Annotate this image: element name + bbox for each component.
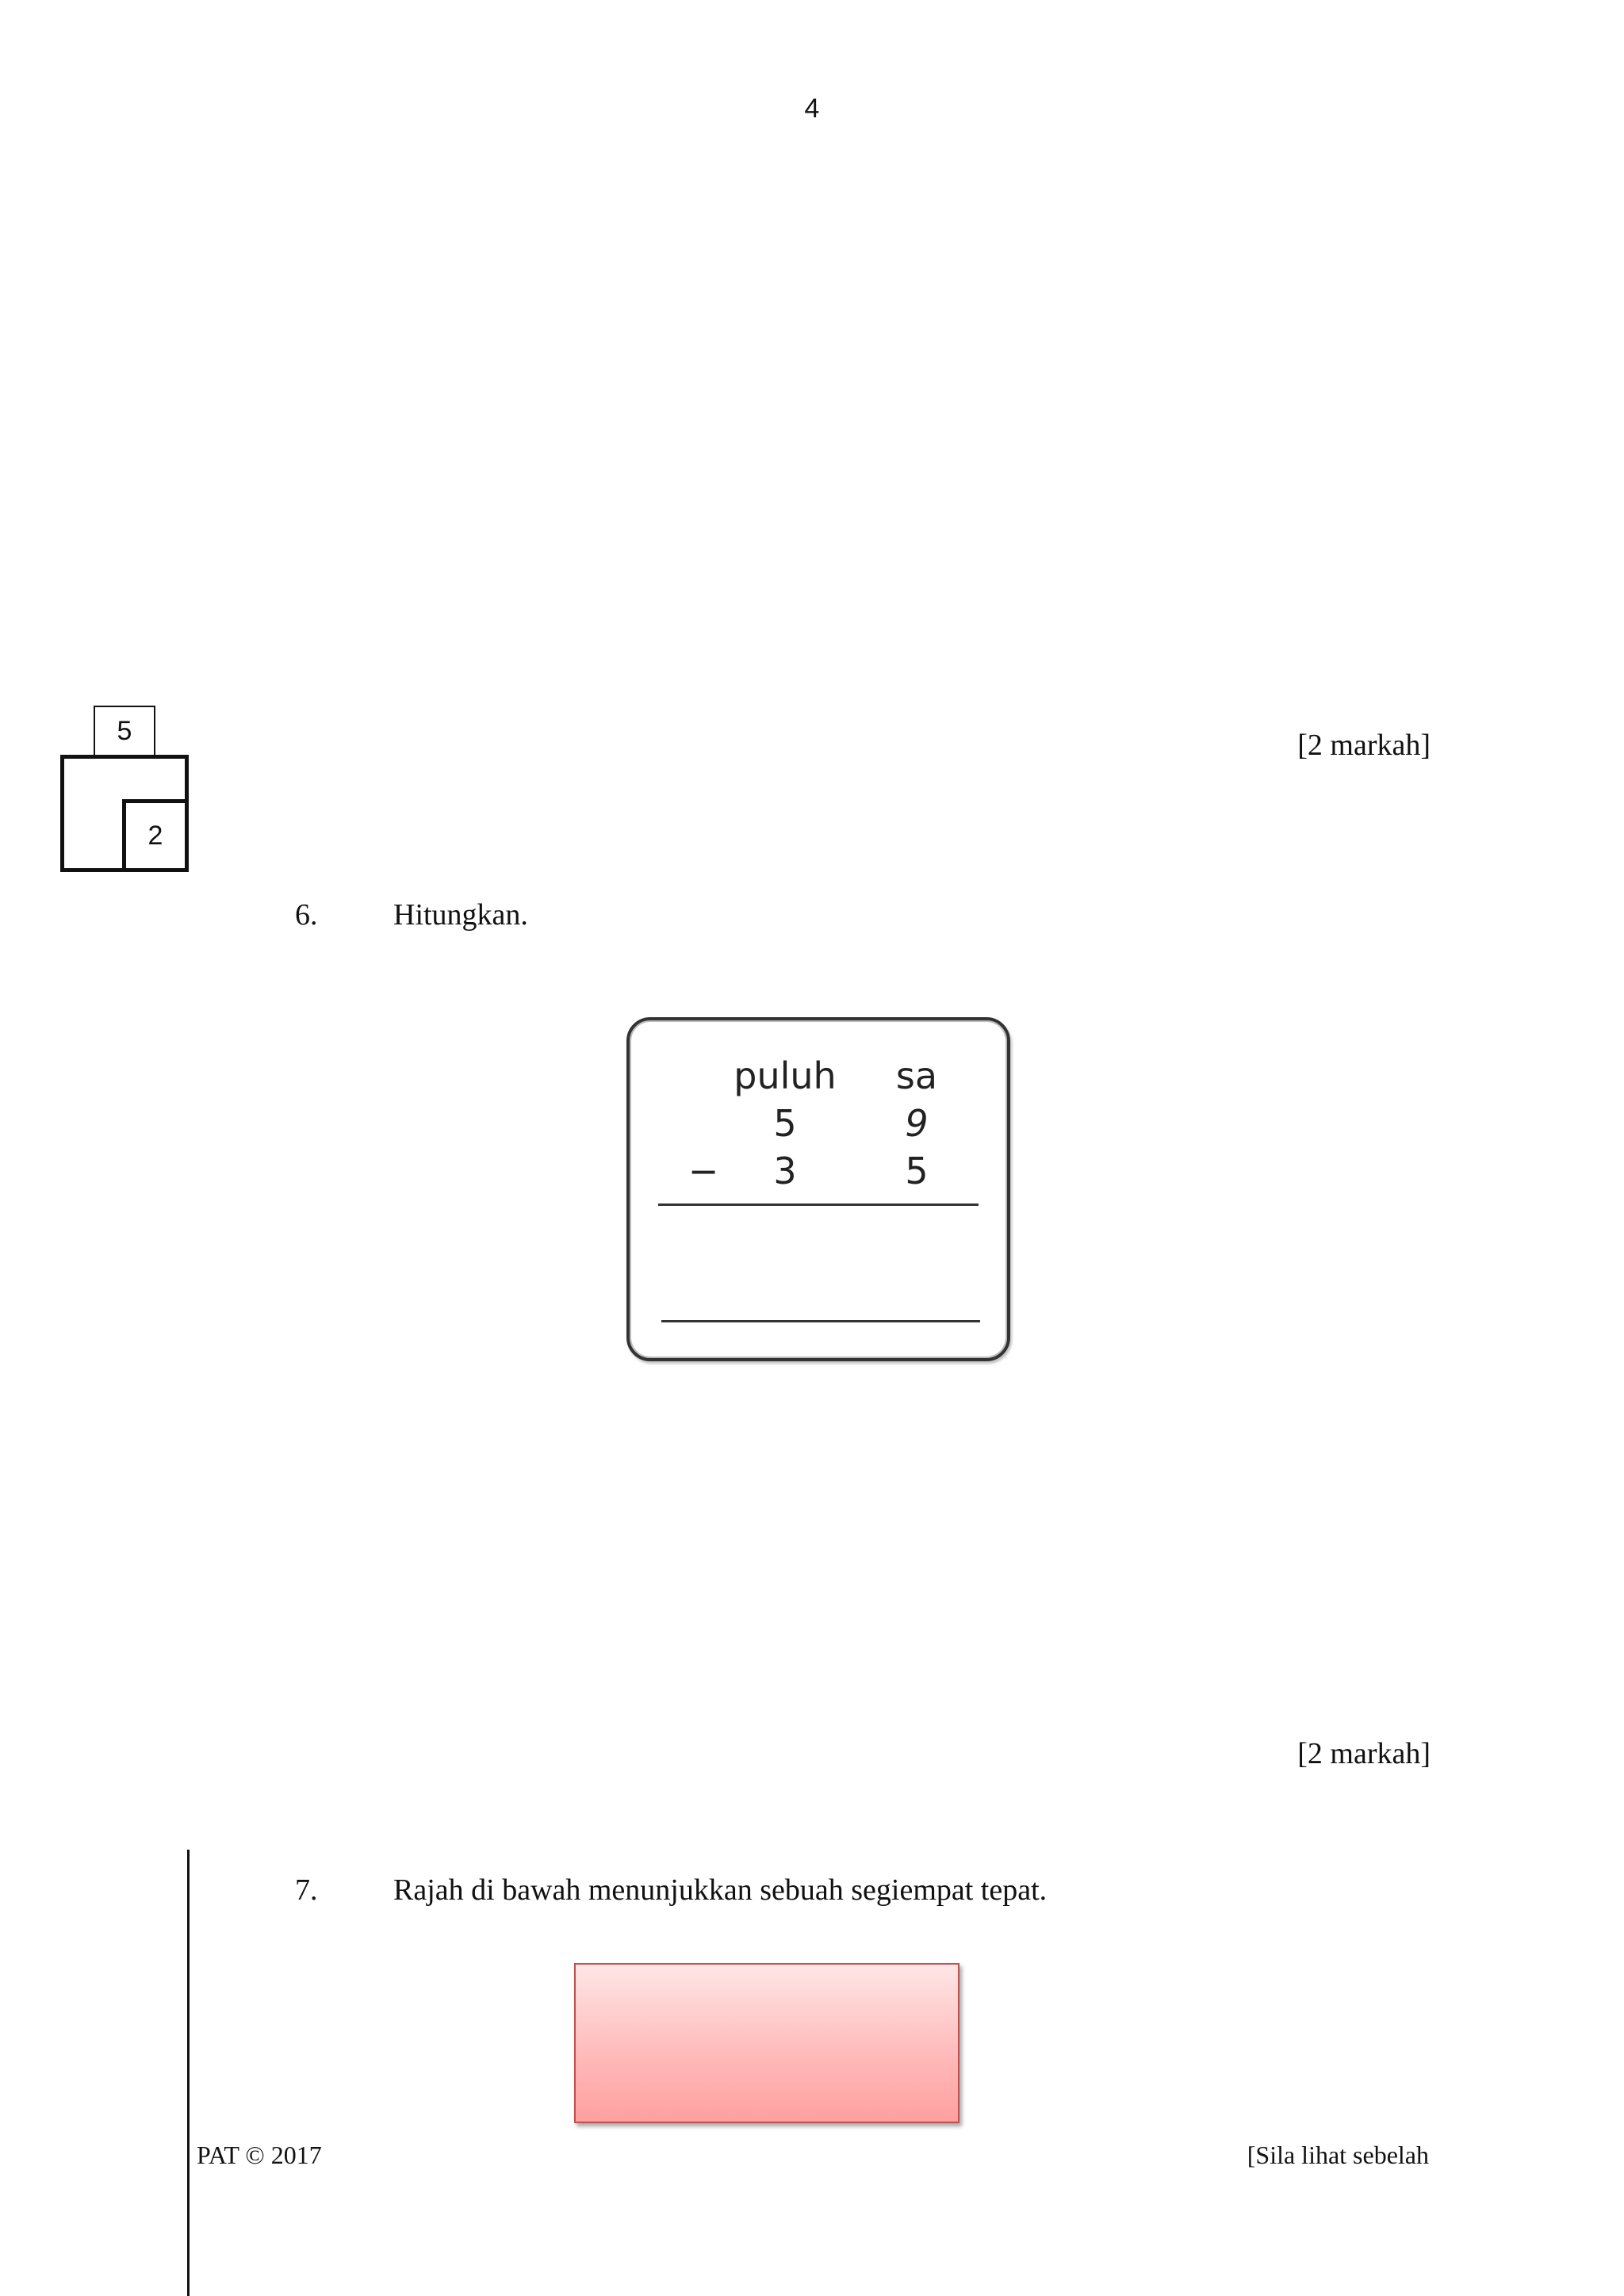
minus-sign: − xyxy=(688,1150,719,1192)
question-7-text: Rajah di bawah menunjukkan sebuah segiempat tepat. xyxy=(393,1873,1048,1907)
answer-line xyxy=(661,1320,980,1322)
header-ones: sa xyxy=(895,1054,938,1097)
marks-label-q6: [2 markah] xyxy=(1297,1737,1431,1770)
row1-tens: 5 xyxy=(773,1102,797,1145)
row1-ones: 9 xyxy=(905,1102,929,1145)
score-mark: 2 xyxy=(122,799,189,872)
row2-tens: 3 xyxy=(773,1150,797,1192)
score-total: 5 xyxy=(94,706,155,756)
page-number: 4 xyxy=(804,94,820,124)
subtraction-line xyxy=(658,1203,979,1206)
footer-next-page: [Sila lihat sebelah xyxy=(1247,2141,1429,2169)
question-7-number: 7. xyxy=(295,1873,318,1907)
question-6-number: 6. xyxy=(295,898,318,932)
row2-ones: 5 xyxy=(905,1150,929,1192)
margin-line xyxy=(187,1850,190,2296)
question-6-text: Hitungkan. xyxy=(393,898,528,932)
rectangle-figure xyxy=(574,1963,959,2123)
footer-copyright: PAT © 2017 xyxy=(197,2141,322,2169)
marks-label-q5: [2 markah] xyxy=(1297,729,1431,762)
header-tens: puluh xyxy=(733,1054,837,1097)
